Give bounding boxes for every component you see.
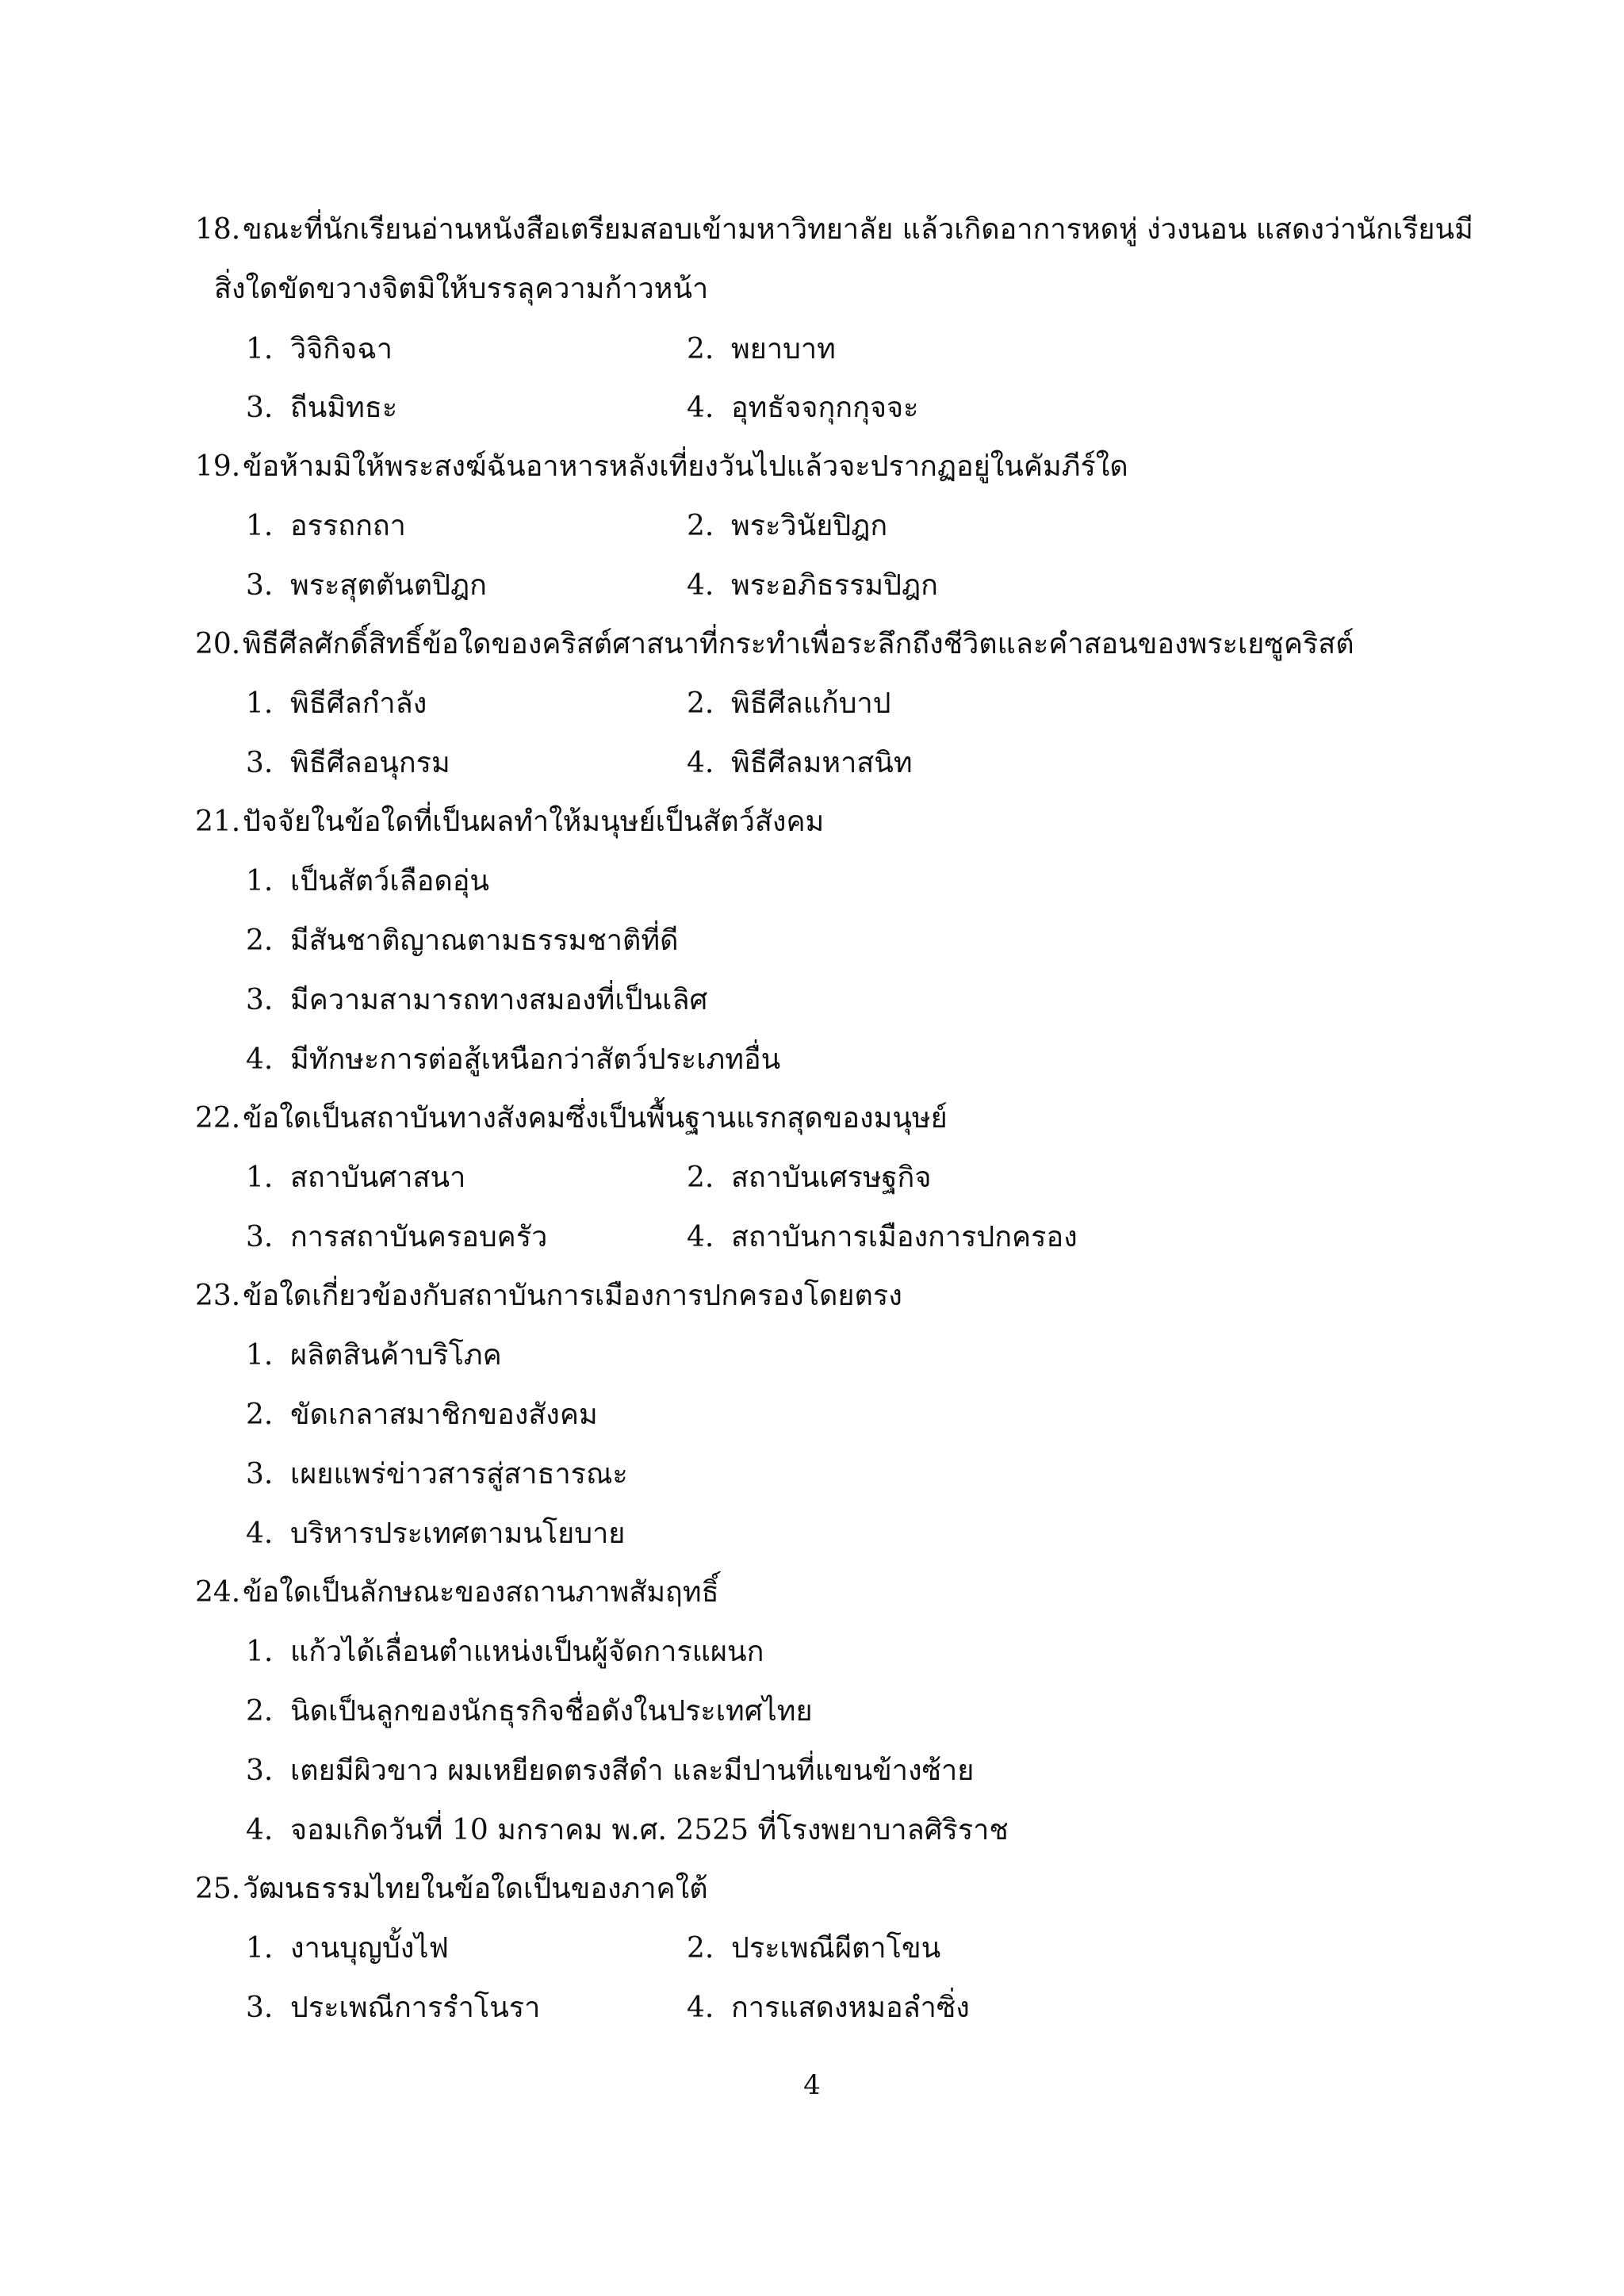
option-number: 2. — [687, 333, 714, 365]
option-number: 1. — [246, 1636, 274, 1668]
option-row — [0, 1505, 1624, 1563]
option-text: พระวินัยปิฎก — [731, 510, 888, 542]
option-row — [0, 1326, 1624, 1385]
page-number: 4 — [803, 2069, 821, 2101]
option-number: 4. — [687, 1992, 714, 2024]
option-text: สถาบันศาสนา — [290, 1161, 466, 1194]
question-text: วัฒนธรรมไทยในข้อใดเป็นของภาคใต้ — [243, 1873, 708, 1905]
option-number: 1. — [246, 865, 274, 897]
option-text: สถาบันเศรษฐกิจ — [731, 1161, 932, 1194]
option-number: 1. — [246, 1161, 274, 1194]
question-text: ข้อใดเป็นลักษณะของสถานภาพสัมฤทธิ์ — [243, 1576, 719, 1609]
question-23 — [0, 1267, 1624, 1326]
question-number: 23. — [195, 1280, 241, 1312]
options-row — [0, 379, 1624, 438]
option-number: 1. — [246, 510, 274, 542]
question-text: ขณะที่นักเรียนอ่านหนังสือเตรียมสอบเข้ามหาวิทยาลัย แล้วเกิดอาการหดหู่ ง่วงนอน แสดงว่านักเรียนมี — [243, 213, 1473, 246]
option-number: 4. — [687, 392, 714, 424]
question-text: ข้อใดเป็นสถาบันทางสังคมซึ่งเป็นพื้นฐานแรกสุดของมนุษย์ — [243, 1102, 948, 1135]
option-number: 2. — [246, 1399, 274, 1431]
options-row — [0, 497, 1624, 556]
option-row — [0, 1386, 1624, 1445]
option-text: เป็นสัตว์เลือดอุ่น — [290, 865, 489, 897]
question-number: 18. — [195, 213, 241, 246]
question-text-continued: สิ่งใดขัดขวางจิตมิให้บรรลุความก้าวหน้า — [214, 273, 709, 305]
options-row — [0, 1149, 1624, 1207]
option-text: พิธีศีลแก้บาป — [731, 687, 891, 720]
option-number: 4. — [687, 569, 714, 602]
option-text: งานบุญบั้งไฟ — [290, 1932, 449, 1965]
option-number: 2. — [687, 510, 714, 542]
option-number: 3. — [246, 1992, 274, 2024]
option-text: พิธีศีลมหาสนิท — [731, 747, 913, 779]
question-number: 25. — [195, 1873, 241, 1905]
question-number: 21. — [195, 806, 241, 838]
option-text: เตยมีผิวขาว ผมเหยียดตรงสีดำ และมีปานที่แขนข้างซ้าย — [290, 1755, 975, 1787]
question-text: ปัจจัยในข้อใดที่เป็นผลทำให้มนุษย์เป็นสัตว์สังคม — [243, 806, 825, 838]
option-text: แก้วได้เลื่อนตำแหน่งเป็นผู้จัดการแผนก — [290, 1636, 764, 1668]
question-number: 20. — [195, 628, 241, 660]
option-row — [0, 1623, 1624, 1682]
option-text: วิจิกิจฉา — [290, 333, 393, 365]
question-text: พิธีศีลศักดิ์สิทธิ์ข้อใดของคริสต์ศาสนาที่กระทำเพื่อระลึกถึงชีวิตและคำสอนของพระเยซูคริสต์ — [243, 628, 1354, 660]
option-row — [0, 971, 1624, 1030]
option-number: 2. — [246, 924, 274, 957]
question-25 — [0, 1860, 1624, 1919]
option-number: 4. — [687, 747, 714, 779]
option-text: พิธีศีลกำลัง — [290, 687, 427, 720]
option-row — [0, 852, 1624, 911]
option-number: 3. — [246, 1221, 274, 1253]
question-22 — [0, 1089, 1624, 1148]
option-text: ประเพณีผีตาโขน — [731, 1932, 941, 1965]
options-row — [0, 557, 1624, 615]
option-number: 3. — [246, 569, 274, 602]
options-row — [0, 1979, 1624, 2038]
option-text: พระสุตตันตปิฎก — [290, 569, 487, 602]
option-row — [0, 1742, 1624, 1800]
option-text: พยาบาท — [731, 333, 836, 365]
option-number: 3. — [246, 1458, 274, 1490]
question-20 — [0, 615, 1624, 674]
option-text: เผยแพร่ข่าวสารสู่สาธารณะ — [290, 1458, 628, 1490]
option-text: ขัดเกลาสมาชิกของสังคม — [290, 1399, 598, 1431]
option-text: พระอภิธรรมปิฎก — [731, 569, 938, 602]
options-row — [0, 1208, 1624, 1267]
option-row — [0, 1801, 1624, 1860]
option-number: 3. — [246, 747, 274, 779]
option-text: มีทักษะการต่อสู้เหนือกว่าสัตว์ประเภทอื่น — [290, 1043, 781, 1076]
option-row — [0, 1682, 1624, 1741]
option-text: สถาบันการเมืองการปกครอง — [731, 1221, 1078, 1253]
option-number: 1. — [246, 1932, 274, 1965]
question-21 — [0, 793, 1624, 851]
option-number: 4. — [246, 1517, 274, 1550]
options-row — [0, 1919, 1624, 1978]
option-number: 3. — [246, 984, 274, 1016]
option-row — [0, 1031, 1624, 1089]
option-number: 4. — [246, 1814, 274, 1846]
option-text: จอมเกิดวันที่ 10 มกราคม พ.ศ. 2525 ที่โรงพยาบาลศิริราช — [290, 1814, 1009, 1846]
option-text: พิธีศีลอนุกรม — [290, 747, 450, 779]
option-text: บริหารประเทศตามนโยบาย — [290, 1517, 626, 1550]
option-text: ผลิตสินค้าบริโภค — [290, 1339, 502, 1372]
question-18-continued — [0, 260, 1624, 319]
question-text: ข้อใดเกี่ยวข้องกับสถาบันการเมืองการปกครองโดยตรง — [243, 1280, 902, 1312]
option-number: 2. — [687, 687, 714, 720]
option-number: 4. — [246, 1043, 274, 1076]
question-number: 19. — [195, 450, 241, 483]
option-number: 2. — [246, 1695, 274, 1728]
option-text: การแสดงหมอลำซิ่ง — [731, 1992, 970, 2024]
option-number: 3. — [246, 1755, 274, 1787]
option-row — [0, 912, 1624, 970]
question-19 — [0, 438, 1624, 496]
option-text: อรรถกถา — [290, 510, 406, 542]
option-text: ถีนมิทธะ — [290, 392, 398, 424]
option-text: อุทธัจจกุกกุจจะ — [731, 392, 919, 424]
question-text: ข้อห้ามมิให้พระสงฆ์ฉันอาหารหลังเที่ยงวันไปแล้วจะปรากฏอยู่ในคัมภีร์ใด — [243, 450, 1128, 483]
question-24 — [0, 1563, 1624, 1622]
option-text: นิดเป็นลูกของนักธุรกิจชื่อดังในประเทศไทย — [290, 1695, 813, 1728]
options-row — [0, 734, 1624, 793]
option-number: 2. — [687, 1161, 714, 1194]
option-row — [0, 1445, 1624, 1504]
option-text: การสถาบันครอบครัว — [290, 1221, 548, 1253]
option-number: 1. — [246, 687, 274, 720]
options-row — [0, 675, 1624, 733]
option-text: มีความสามารถทางสมองที่เป็นเลิศ — [290, 984, 708, 1016]
question-18 — [0, 201, 1624, 259]
option-number: 2. — [687, 1932, 714, 1965]
option-number: 3. — [246, 392, 274, 424]
option-number: 1. — [246, 1339, 274, 1372]
option-number: 1. — [246, 333, 274, 365]
question-number: 24. — [195, 1576, 241, 1609]
option-text: มีสันชาติญาณตามธรรมชาติที่ดี — [290, 924, 679, 957]
question-number: 22. — [195, 1102, 241, 1135]
options-row — [0, 320, 1624, 379]
option-text: ประเพณีการรำโนรา — [290, 1992, 541, 2024]
option-number: 4. — [687, 1221, 714, 1253]
